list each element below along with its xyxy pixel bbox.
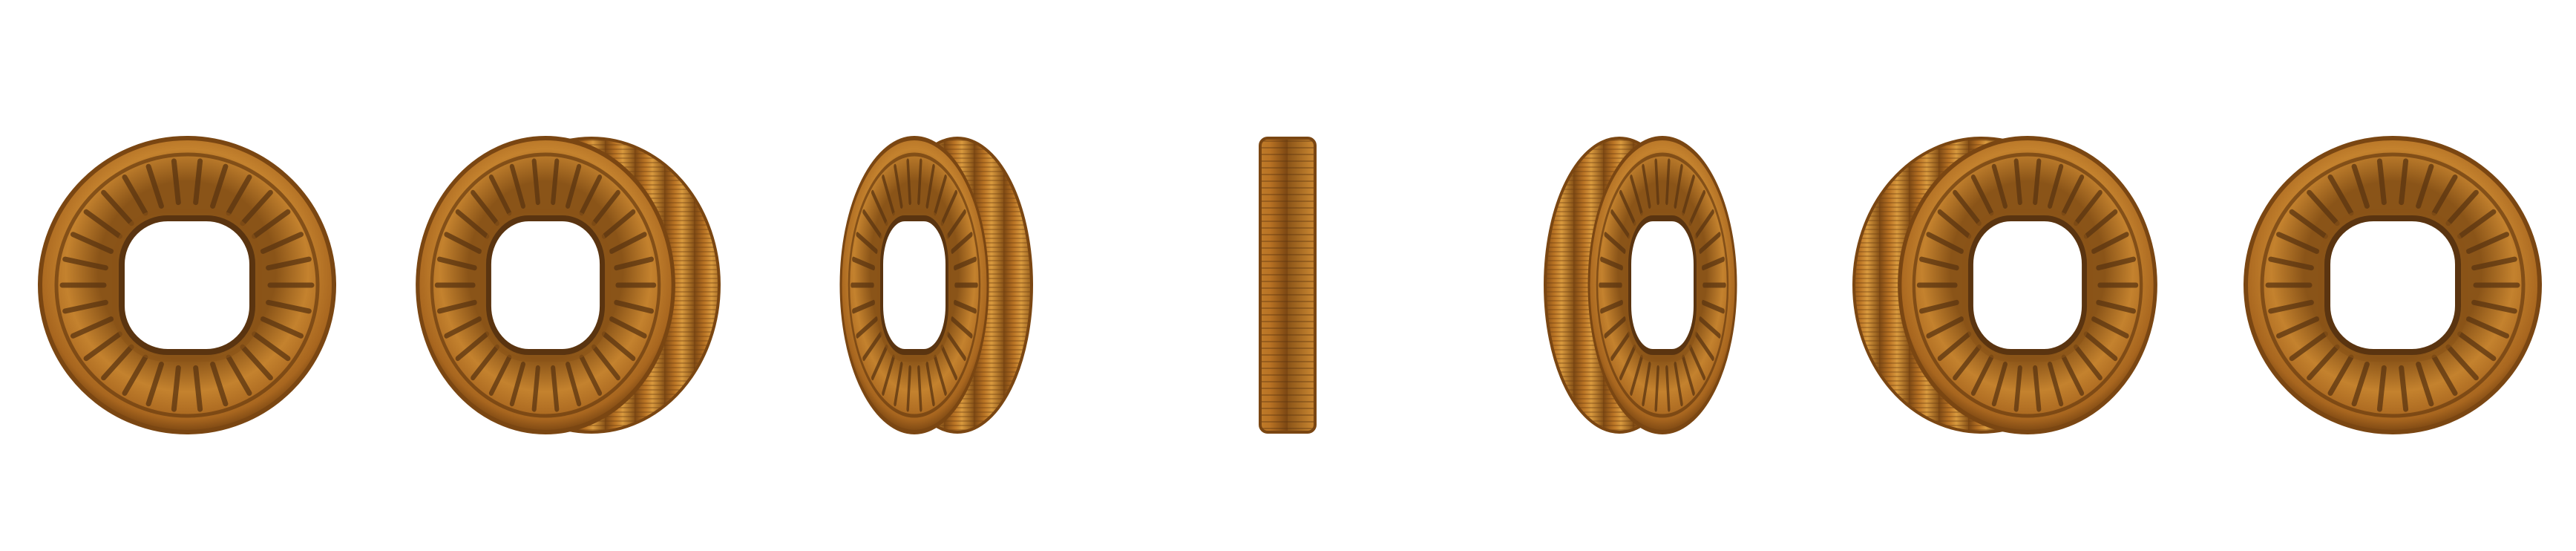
ring-view-side-90 xyxy=(1260,138,1315,432)
ring-view-rot-120 xyxy=(1545,138,1736,432)
ring-view-rot-150 xyxy=(1854,138,2155,432)
ring-view-front xyxy=(40,138,334,432)
ring-view-back xyxy=(2246,138,2540,432)
ring-view-rot-30 xyxy=(418,138,719,432)
ring-view-rot-60 xyxy=(841,138,1032,432)
